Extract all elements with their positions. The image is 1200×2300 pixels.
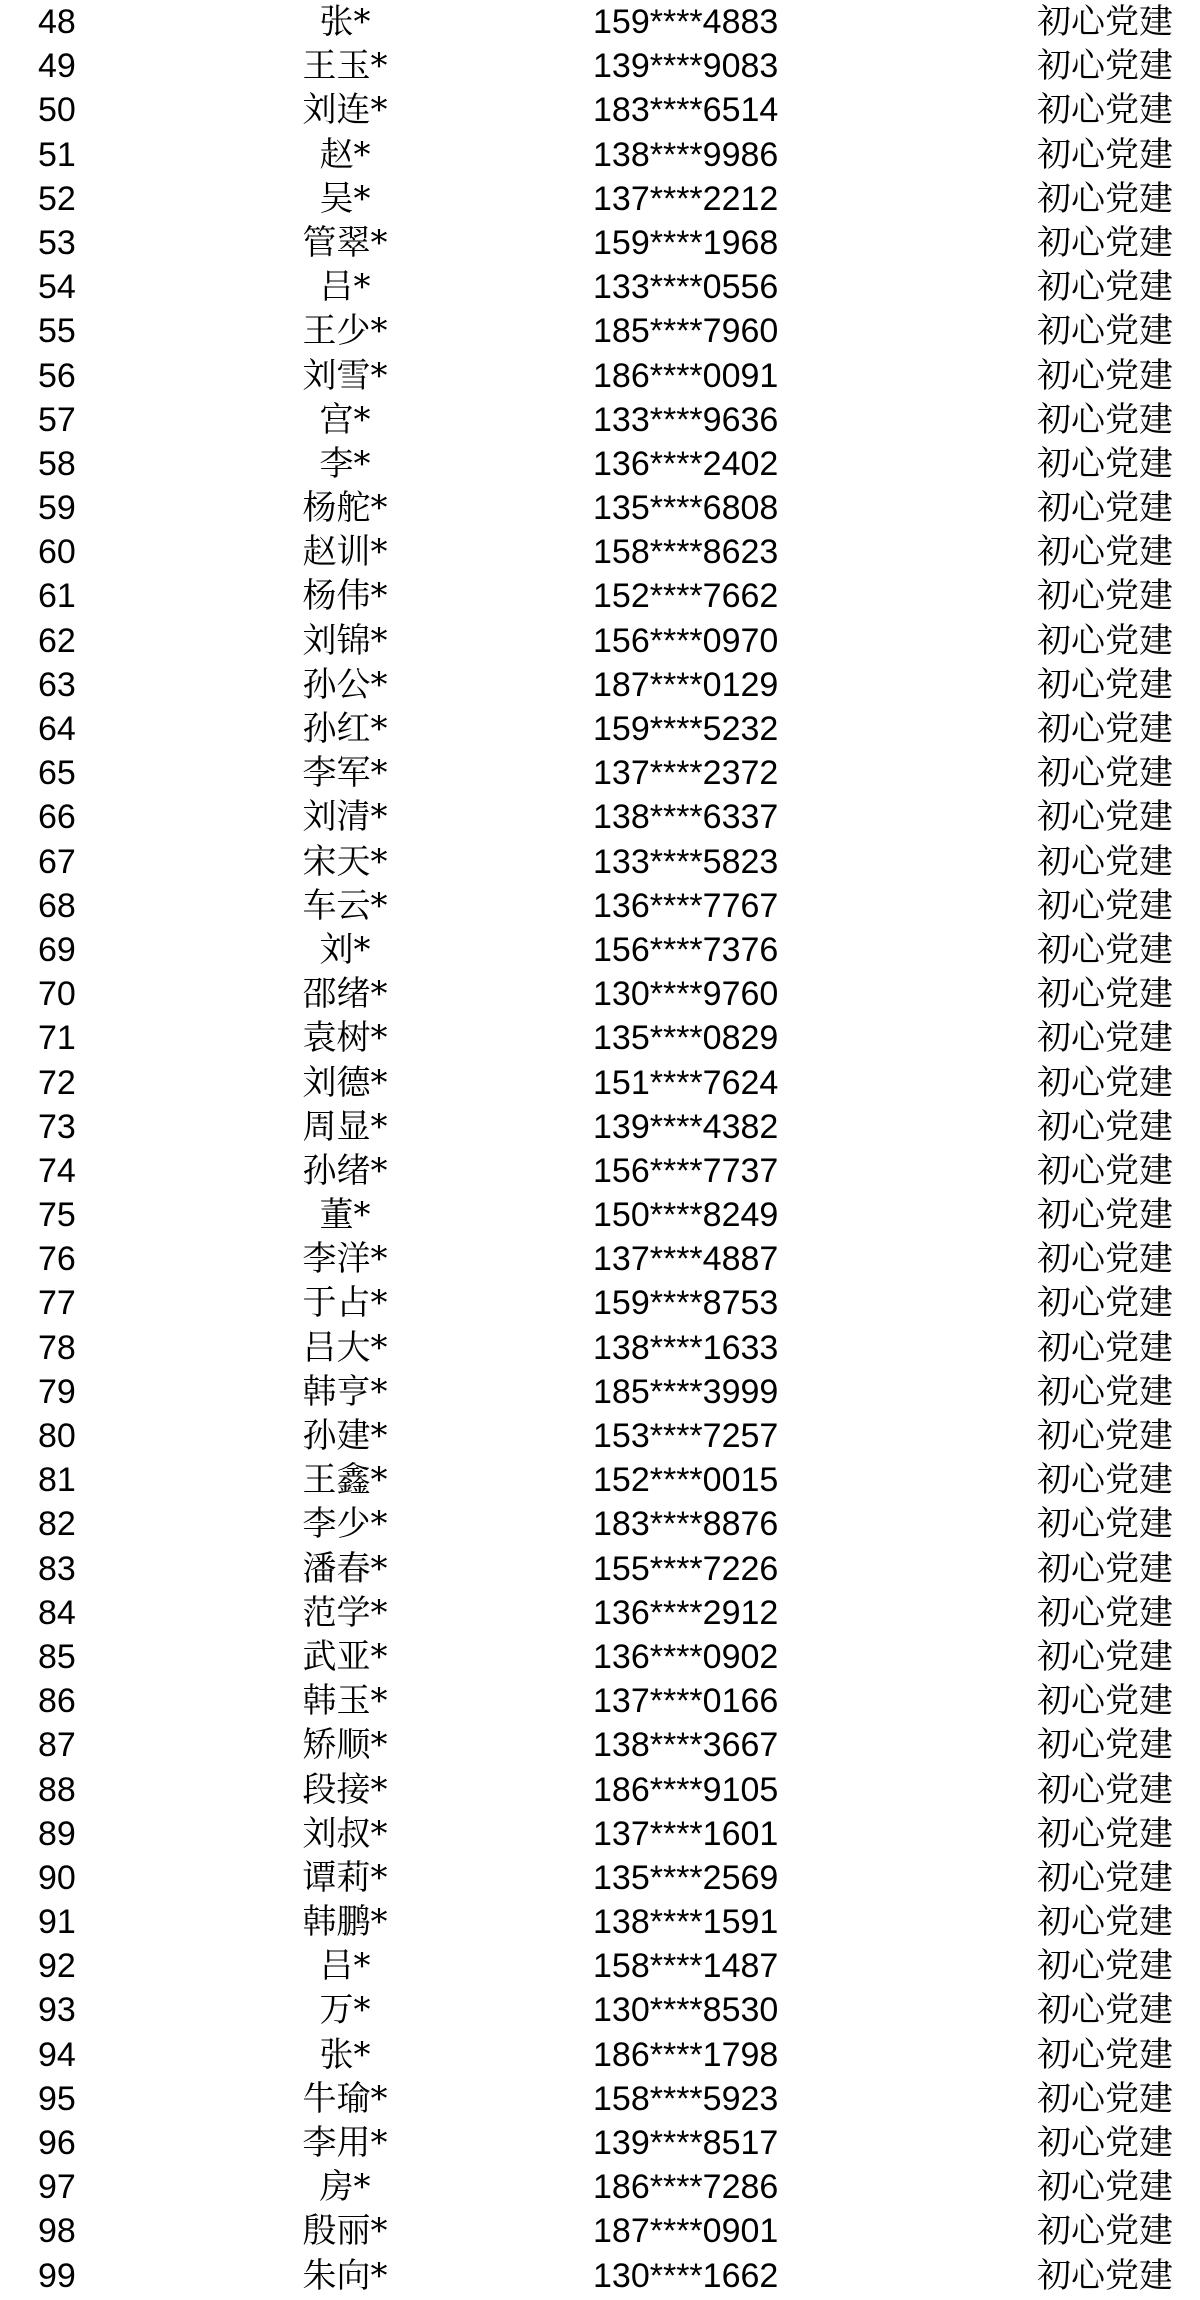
table-row	[0, 840, 1200, 884]
phone-number: 156****7737	[593, 1151, 779, 1190]
table-row	[0, 1988, 1200, 2032]
row-number: 62	[38, 621, 76, 660]
member-name: 杨舵*	[302, 488, 388, 529]
table-row	[0, 972, 1200, 1016]
organization-name: 初心党建	[1037, 1813, 1173, 1854]
organization-name: 初心党建	[1037, 1106, 1173, 1147]
table-row	[0, 1768, 1200, 1812]
organization-name: 初心党建	[1037, 1681, 1173, 1722]
row-number: 82	[38, 1505, 76, 1544]
member-name: 韩亨*	[302, 1371, 388, 1412]
table-row	[0, 442, 1200, 486]
row-number: 65	[38, 754, 76, 793]
phone-number: 158****5923	[593, 2079, 779, 2118]
member-name: 孙公*	[302, 664, 388, 705]
row-number: 87	[38, 1726, 76, 1765]
table-row	[0, 177, 1200, 221]
organization-name: 初心党建	[1037, 46, 1173, 87]
member-name: 张*	[319, 2, 371, 42]
table-row	[0, 1193, 1200, 1237]
organization-name: 初心党建	[1037, 1592, 1173, 1633]
phone-number: 153****7257	[593, 1417, 779, 1455]
organization-name: 初心党建	[1037, 1857, 1173, 1898]
member-name: 吴*	[319, 178, 371, 219]
row-number: 68	[38, 886, 76, 925]
row-number: 81	[38, 1461, 76, 1500]
member-name: 孙红*	[302, 709, 388, 749]
table-row	[0, 1149, 1200, 1193]
table-row	[0, 2209, 1200, 2253]
organization-name: 初心党建	[1037, 620, 1173, 661]
row-number: 51	[38, 135, 76, 174]
organization-name: 初心党建	[1037, 1946, 1173, 1987]
member-name: 吕*	[319, 1946, 371, 1987]
phone-number: 135****0829	[593, 1019, 779, 1058]
member-name: 李洋*	[302, 1239, 388, 1280]
row-number: 85	[38, 1637, 76, 1676]
phone-number: 138****6337	[593, 798, 779, 837]
row-number: 48	[38, 3, 76, 41]
organization-name: 初心党建	[1037, 355, 1173, 396]
phone-number: 186****0091	[593, 356, 779, 395]
organization-name: 初心党建	[1037, 841, 1173, 882]
row-number: 99	[38, 2256, 76, 2295]
organization-name: 初心党建	[1037, 1239, 1173, 1280]
phone-number: 137****2212	[593, 179, 779, 218]
table-row	[0, 1281, 1200, 1325]
member-name: 杨伟*	[302, 576, 388, 617]
phone-number: 138****1591	[593, 1903, 779, 1942]
phone-number: 136****7767	[593, 886, 779, 925]
member-name: 韩玉*	[302, 1681, 388, 1722]
table-row	[0, 884, 1200, 928]
member-name: 矫顺*	[302, 1725, 388, 1766]
organization-name: 初心党建	[1037, 1195, 1173, 1236]
member-name: 赵训*	[302, 532, 388, 573]
organization-name: 初心党建	[1037, 929, 1173, 970]
member-name: 牛瑜*	[302, 2078, 388, 2119]
organization-name: 初心党建	[1037, 488, 1173, 529]
phone-number: 137****0166	[593, 1682, 779, 1721]
phone-number: 138****3667	[593, 1726, 779, 1765]
member-name: 武亚*	[302, 1636, 388, 1677]
organization-name: 初心党建	[1037, 399, 1173, 440]
row-number: 49	[38, 47, 76, 86]
row-number: 50	[38, 91, 76, 130]
organization-name: 初心党建	[1037, 1062, 1173, 1103]
row-number: 61	[38, 577, 76, 616]
row-number: 52	[38, 179, 76, 218]
row-number: 91	[38, 1903, 76, 1942]
organization-name: 初心党建	[1037, 2123, 1173, 2163]
table-row	[0, 133, 1200, 177]
organization-name: 初心党建	[1037, 1504, 1173, 1545]
table-row	[0, 795, 1200, 839]
phone-number: 158****1487	[593, 1947, 779, 1986]
member-name: 周显*	[302, 1106, 388, 1147]
member-name: 赵*	[319, 134, 371, 175]
organization-name: 初心党建	[1037, 1018, 1173, 1059]
member-name: 刘连*	[302, 90, 388, 131]
phone-number: 130****9760	[593, 975, 779, 1014]
table-row	[0, 0, 1200, 44]
table-row	[0, 2121, 1200, 2165]
phone-number: 136****2402	[593, 444, 779, 483]
row-number: 84	[38, 1593, 76, 1632]
phone-number: 133****0556	[593, 268, 779, 307]
member-name: 李*	[319, 443, 371, 484]
table-row	[0, 619, 1200, 663]
member-name: 管翠*	[302, 222, 388, 263]
row-number: 77	[38, 1284, 76, 1323]
phone-number: 135****2569	[593, 1858, 779, 1897]
organization-name: 初心党建	[1037, 1283, 1173, 1324]
organization-name: 初心党建	[1037, 2, 1173, 42]
member-name: 袁树*	[302, 1018, 388, 1059]
organization-name: 初心党建	[1037, 1416, 1173, 1456]
organization-name: 初心党建	[1037, 311, 1173, 352]
organization-name: 初心党建	[1037, 2211, 1173, 2252]
table-row	[0, 309, 1200, 353]
phone-number: 187****0129	[593, 665, 779, 704]
member-name: 王鑫*	[302, 1460, 388, 1501]
organization-name: 初心党建	[1037, 178, 1173, 219]
member-name: 王玉*	[302, 46, 388, 87]
organization-name: 初心党建	[1037, 1636, 1173, 1677]
row-number: 79	[38, 1372, 76, 1411]
member-name: 万*	[319, 1990, 371, 2031]
organization-name: 初心党建	[1037, 1769, 1173, 1810]
table-row	[0, 221, 1200, 265]
member-name: 于占*	[302, 1283, 388, 1324]
phone-number: 185****7960	[593, 312, 779, 351]
row-number: 96	[38, 2124, 76, 2162]
row-number: 57	[38, 400, 76, 439]
table-row	[0, 2165, 1200, 2209]
row-number: 89	[38, 1814, 76, 1853]
phone-number: 185****3999	[593, 1372, 779, 1411]
organization-name: 初心党建	[1037, 1460, 1173, 1501]
member-name: 刘*	[319, 929, 371, 970]
row-number: 98	[38, 2212, 76, 2251]
table-row	[0, 1591, 1200, 1635]
member-name: 李少*	[302, 1504, 388, 1545]
phone-number: 156****7376	[593, 930, 779, 969]
phone-number: 151****7624	[593, 1063, 779, 1102]
table-row	[0, 1458, 1200, 1502]
table-row	[0, 1679, 1200, 1723]
organization-name: 初心党建	[1037, 2034, 1173, 2075]
table-row	[0, 530, 1200, 574]
phone-number: 159****8753	[593, 1284, 779, 1323]
member-name: 谭莉*	[302, 1857, 388, 1898]
phone-number: 133****9636	[593, 400, 779, 439]
row-number: 56	[38, 356, 76, 395]
phone-number: 156****0970	[593, 621, 779, 660]
table-row	[0, 2254, 1200, 2298]
phone-number: 135****6808	[593, 489, 779, 528]
organization-name: 初心党建	[1037, 1902, 1173, 1943]
row-number: 64	[38, 710, 76, 748]
table-row	[0, 1105, 1200, 1149]
organization-name: 初心党建	[1037, 1548, 1173, 1589]
member-name: 段接*	[302, 1769, 388, 1810]
table-row	[0, 1502, 1200, 1546]
phone-number: 183****8876	[593, 1505, 779, 1544]
phone-number: 139****8517	[593, 2124, 779, 2162]
table-row	[0, 354, 1200, 398]
phone-number: 139****4382	[593, 1107, 779, 1146]
table-row	[0, 88, 1200, 132]
row-number: 86	[38, 1682, 76, 1721]
table-row	[0, 1635, 1200, 1679]
organization-name: 初心党建	[1037, 1725, 1173, 1766]
phone-number: 186****7286	[593, 2168, 779, 2207]
table-row	[0, 1370, 1200, 1414]
organization-name: 初心党建	[1037, 222, 1173, 263]
row-number: 53	[38, 223, 76, 262]
row-number: 66	[38, 798, 76, 837]
member-name: 刘德*	[302, 1062, 388, 1103]
row-number: 63	[38, 665, 76, 704]
table-row	[0, 1812, 1200, 1856]
row-number: 55	[38, 312, 76, 351]
member-name: 刘叔*	[302, 1813, 388, 1854]
organization-name: 初心党建	[1037, 1150, 1173, 1191]
phone-number: 183****6514	[593, 91, 779, 130]
phone-number: 136****2912	[593, 1593, 779, 1632]
member-name: 邵绪*	[302, 974, 388, 1015]
table-row	[0, 486, 1200, 530]
phone-number: 150****8249	[593, 1196, 779, 1235]
member-name: 李用*	[302, 2123, 388, 2163]
organization-name: 初心党建	[1037, 134, 1173, 175]
table-row	[0, 1061, 1200, 1105]
member-name: 车云*	[302, 885, 388, 926]
row-number: 92	[38, 1947, 76, 1986]
table-row	[0, 707, 1200, 751]
phone-number: 138****1633	[593, 1328, 779, 1367]
organization-name: 初心党建	[1037, 2167, 1173, 2208]
organization-name: 初心党建	[1037, 2255, 1173, 2296]
member-name: 范学*	[302, 1592, 388, 1633]
row-number: 75	[38, 1196, 76, 1235]
table-row	[0, 2033, 1200, 2077]
row-number: 67	[38, 842, 76, 881]
table-row	[0, 1326, 1200, 1370]
table-row	[0, 265, 1200, 309]
phone-number: 130****1662	[593, 2256, 779, 2295]
phone-number: 138****9986	[593, 135, 779, 174]
table-row	[0, 928, 1200, 972]
row-number: 59	[38, 489, 76, 528]
member-name: 房*	[319, 2167, 371, 2208]
phone-number: 137****2372	[593, 754, 779, 793]
member-name: 韩鹏*	[302, 1902, 388, 1943]
member-name: 刘锦*	[302, 620, 388, 661]
member-name: 董*	[319, 1195, 371, 1236]
organization-name: 初心党建	[1037, 885, 1173, 926]
table-row	[0, 663, 1200, 707]
organization-name: 初心党建	[1037, 267, 1173, 308]
row-number: 88	[38, 1770, 76, 1809]
phone-number: 152****7662	[593, 577, 779, 616]
table-row	[0, 398, 1200, 442]
table-row	[0, 1900, 1200, 1944]
row-number: 70	[38, 975, 76, 1014]
table-row	[0, 751, 1200, 795]
member-name: 刘清*	[302, 797, 388, 838]
phone-number: 186****1798	[593, 2035, 779, 2074]
row-number: 54	[38, 268, 76, 307]
member-name: 朱向*	[302, 2255, 388, 2296]
organization-name: 初心党建	[1037, 974, 1173, 1015]
member-name: 宋天*	[302, 841, 388, 882]
member-name: 潘春*	[302, 1548, 388, 1589]
member-name: 刘雪*	[302, 355, 388, 396]
phone-number: 133****5823	[593, 842, 779, 881]
row-number: 94	[38, 2035, 76, 2074]
phone-number: 139****9083	[593, 47, 779, 86]
phone-number: 137****1601	[593, 1814, 779, 1853]
member-name: 李军*	[302, 753, 388, 794]
member-name: 吕*	[319, 267, 371, 308]
table-row	[0, 1414, 1200, 1458]
row-number: 80	[38, 1417, 76, 1455]
row-number: 90	[38, 1858, 76, 1897]
row-number: 72	[38, 1063, 76, 1102]
organization-name: 初心党建	[1037, 1371, 1173, 1412]
phone-number: 130****8530	[593, 1991, 779, 2030]
organization-name: 初心党建	[1037, 2078, 1173, 2119]
row-number: 83	[38, 1549, 76, 1588]
row-number: 58	[38, 444, 76, 483]
phone-number: 136****0902	[593, 1637, 779, 1676]
organization-name: 初心党建	[1037, 664, 1173, 705]
organization-name: 初心党建	[1037, 797, 1173, 838]
phone-number: 159****4883	[593, 3, 779, 41]
organization-name: 初心党建	[1037, 753, 1173, 794]
phone-number: 152****0015	[593, 1461, 779, 1500]
phone-number: 158****8623	[593, 533, 779, 572]
row-number: 78	[38, 1328, 76, 1367]
member-name: 孙绪*	[302, 1150, 388, 1191]
phone-number: 186****9105	[593, 1770, 779, 1809]
phone-number: 159****1968	[593, 223, 779, 262]
phone-number: 155****7226	[593, 1549, 779, 1588]
organization-name: 初心党建	[1037, 532, 1173, 573]
member-name: 孙建*	[302, 1416, 388, 1456]
organization-name: 初心党建	[1037, 443, 1173, 484]
table-row	[0, 1856, 1200, 1900]
organization-name: 初心党建	[1037, 576, 1173, 617]
member-name: 殷丽*	[302, 2211, 388, 2252]
member-name: 宫*	[319, 399, 371, 440]
table-row	[0, 44, 1200, 88]
row-number: 97	[38, 2168, 76, 2207]
member-name: 王少*	[302, 311, 388, 352]
row-number: 69	[38, 930, 76, 969]
phone-number: 187****0901	[593, 2212, 779, 2251]
table-row	[0, 1016, 1200, 1060]
table-row	[0, 2077, 1200, 2121]
phone-number: 137****4887	[593, 1240, 779, 1279]
table-row	[0, 1944, 1200, 1988]
member-name: 张*	[319, 2034, 371, 2075]
table-row	[0, 1723, 1200, 1767]
organization-name: 初心党建	[1037, 709, 1173, 749]
row-number: 93	[38, 1991, 76, 2030]
row-number: 73	[38, 1107, 76, 1146]
phone-number: 159****5232	[593, 710, 779, 748]
row-number: 71	[38, 1019, 76, 1058]
table-row	[0, 1547, 1200, 1591]
table-row	[0, 574, 1200, 618]
member-name: 吕大*	[302, 1327, 388, 1368]
row-number: 74	[38, 1151, 76, 1190]
organization-name: 初心党建	[1037, 90, 1173, 131]
row-number: 76	[38, 1240, 76, 1279]
row-number: 95	[38, 2079, 76, 2118]
row-number: 60	[38, 533, 76, 572]
organization-name: 初心党建	[1037, 1990, 1173, 2031]
organization-name: 初心党建	[1037, 1327, 1173, 1368]
table-row	[0, 1237, 1200, 1281]
